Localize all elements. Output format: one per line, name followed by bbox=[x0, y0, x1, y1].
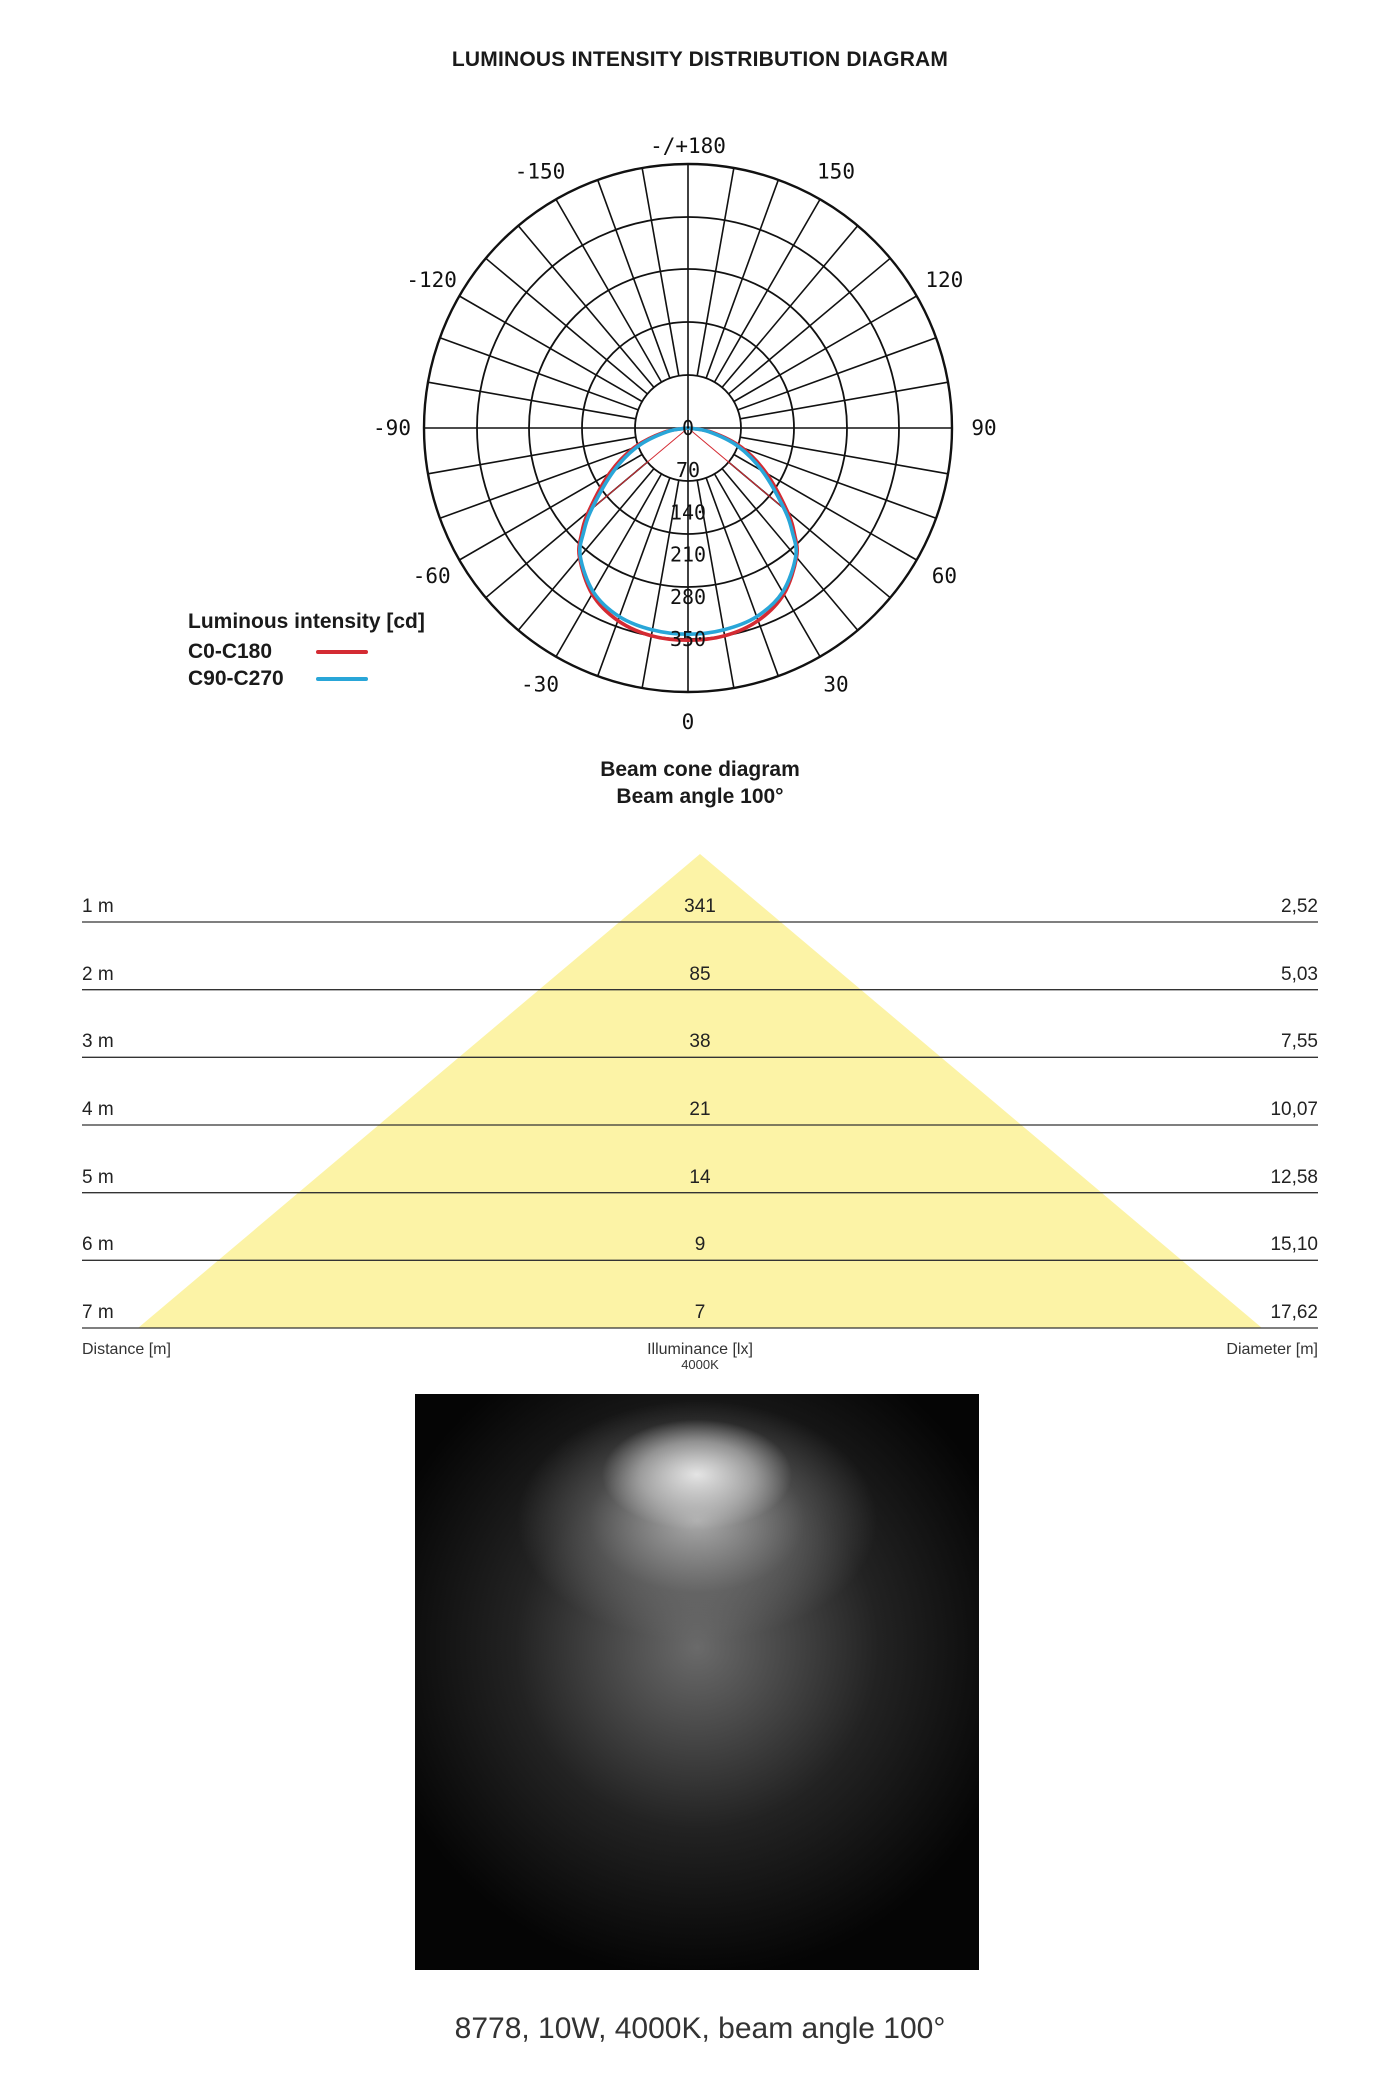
angle-label: -/+180 bbox=[650, 134, 726, 158]
radial-tick-label: 70 bbox=[675, 458, 701, 483]
radial-tick-label: 0 bbox=[681, 416, 695, 440]
distance-value: 2 m bbox=[82, 963, 114, 985]
beam-cone bbox=[138, 854, 1262, 1328]
angle-label: -60 bbox=[412, 564, 451, 588]
illuminance-value: 85 bbox=[689, 963, 711, 985]
legend bbox=[188, 610, 425, 692]
angle-label: -120 bbox=[406, 268, 457, 292]
angle-label: -30 bbox=[521, 672, 559, 697]
illuminance-value: 38 bbox=[689, 1031, 711, 1053]
diameter-value: 12,58 bbox=[1270, 1166, 1318, 1188]
diameter-value: 15,10 bbox=[1270, 1234, 1318, 1256]
polar-chart-title: LUMINOUS INTENSITY DISTRIBUTION DIAGRAM bbox=[451, 48, 949, 71]
distance-value: 6 m bbox=[82, 1234, 114, 1256]
beam-edge-line bbox=[589, 428, 688, 511]
distance-value: 5 m bbox=[82, 1166, 114, 1188]
legend-item-c0-c180 bbox=[188, 638, 425, 665]
diameter-value: 5,03 bbox=[1281, 963, 1318, 985]
illuminance-label: Illuminance [lx] bbox=[647, 1341, 753, 1358]
illuminance-axis-label bbox=[0, 1341, 1400, 1377]
legend-label: C90-C270 bbox=[188, 666, 284, 690]
light-spot bbox=[415, 1394, 979, 1970]
beam-cone-heading: Beam cone diagram bbox=[600, 758, 800, 781]
angle-label: -150 bbox=[514, 159, 566, 184]
distance-value: 7 m bbox=[82, 1302, 114, 1323]
legend-swatch bbox=[316, 677, 368, 681]
angle-label: 60 bbox=[931, 564, 957, 588]
diameter-value: 17,62 bbox=[1270, 1302, 1318, 1323]
illuminance-value: 14 bbox=[689, 1166, 711, 1188]
angle-label: 30 bbox=[823, 672, 849, 697]
beam-edge-line bbox=[688, 428, 787, 511]
distance-value: 3 m bbox=[82, 1031, 114, 1053]
radial-tick-label: 350 bbox=[669, 627, 707, 651]
distance-value: 1 m bbox=[82, 896, 114, 917]
angle-label: -90 bbox=[373, 416, 411, 440]
radial-tick-label: 140 bbox=[669, 500, 707, 525]
illuminance-value: 9 bbox=[694, 1234, 706, 1256]
distance-value: 4 m bbox=[82, 1099, 114, 1120]
product-caption: 8778, 10W, 4000K, beam angle 100° bbox=[454, 2012, 946, 2045]
angle-label: 120 bbox=[925, 268, 964, 292]
illuminance-value: 21 bbox=[689, 1099, 711, 1120]
angle-label: 0 bbox=[681, 710, 695, 734]
diameter-value: 7,55 bbox=[1281, 1031, 1318, 1053]
beam-photo bbox=[415, 1394, 979, 1970]
legend-label: C0-C180 bbox=[188, 639, 273, 663]
illuminance-value: 341 bbox=[684, 896, 716, 917]
radial-tick-label: 210 bbox=[669, 542, 707, 567]
angle-label: 150 bbox=[817, 159, 855, 184]
legend-item-c90-c270 bbox=[188, 665, 425, 692]
legend-title: Luminous intensity [cd] bbox=[188, 610, 425, 633]
diameter-axis-label: Diameter [m] bbox=[1226, 1341, 1318, 1358]
diameter-value: 2,52 bbox=[1281, 896, 1318, 917]
beam-angle-subtitle: Beam angle 100° bbox=[616, 785, 784, 808]
radial-tick-label: 280 bbox=[669, 584, 707, 609]
diameter-value: 10,07 bbox=[1270, 1099, 1318, 1120]
legend-swatch bbox=[316, 650, 368, 654]
distance-axis-label: Distance [m] bbox=[82, 1341, 171, 1358]
beam-cone-title bbox=[0, 756, 1400, 810]
color-temperature-label: 4000K bbox=[681, 1357, 719, 1372]
illuminance-value: 7 bbox=[694, 1302, 706, 1323]
angle-label: 90 bbox=[971, 416, 997, 440]
